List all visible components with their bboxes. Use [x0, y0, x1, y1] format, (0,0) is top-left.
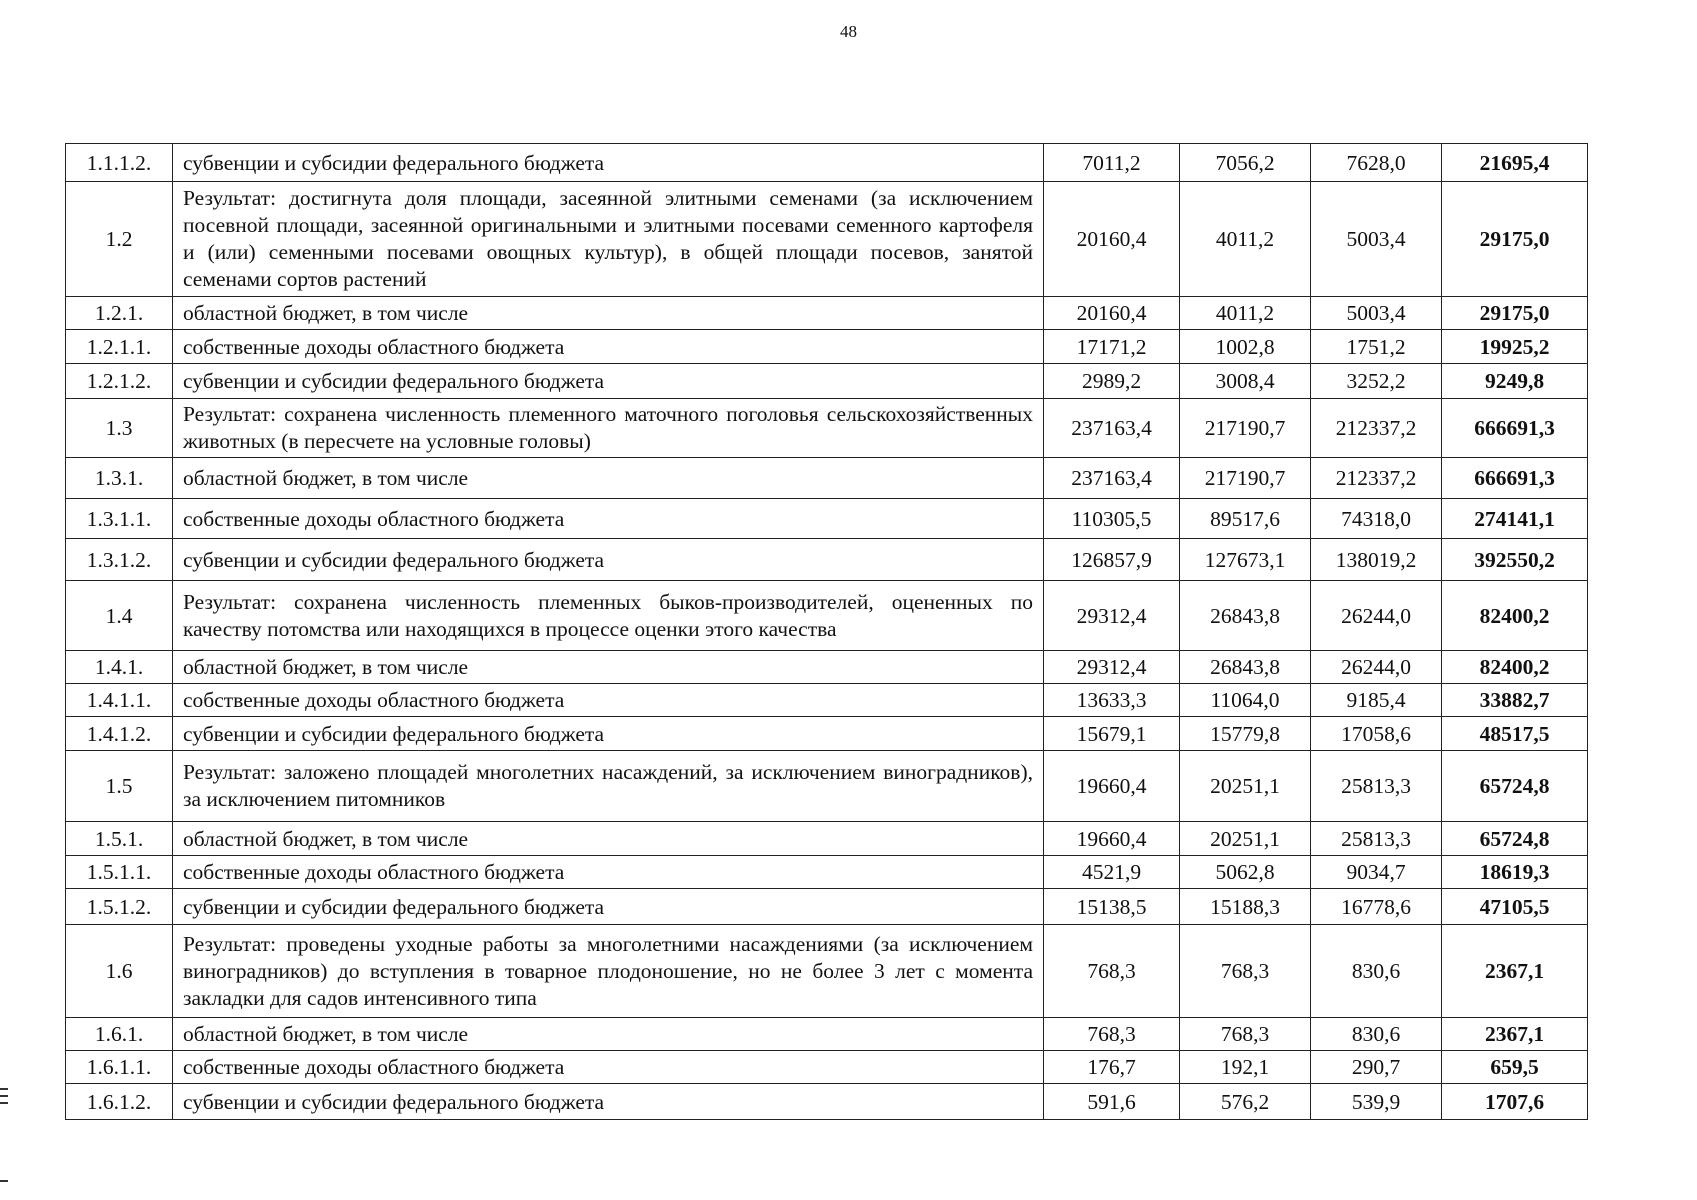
- row-value-3: 25813,3: [1311, 822, 1442, 856]
- row-value-3: 7628,0: [1311, 144, 1442, 182]
- row-value-1: 13633,3: [1044, 684, 1180, 717]
- row-total: 21695,4: [1442, 144, 1588, 182]
- row-total: 65724,8: [1442, 751, 1588, 822]
- row-value-3: 74318,0: [1311, 499, 1442, 539]
- row-value-3: 26244,0: [1311, 581, 1442, 651]
- row-description: Результат: сохранена численность племенных быков-производителей, оцененных по качеству потомства или находящихся в процессе оценки этого качества: [173, 581, 1044, 651]
- row-description: Результат: проведены уходные работы за многолетними насаждениями (за исключением виноградников) до вступления в товарное плодоношение, но не более 3 лет с момента закладки для садов интенсивного типа: [173, 925, 1044, 1018]
- row-code: 1.1.1.2.: [66, 144, 173, 182]
- row-value-3: 539,9: [1311, 1084, 1442, 1120]
- page-number: 48: [840, 22, 857, 41]
- row-code: 1.5.1.2.: [66, 889, 173, 925]
- table-row: [66, 1051, 1588, 1084]
- row-value-3: 9185,4: [1311, 684, 1442, 717]
- row-code: 1.3: [66, 399, 173, 458]
- table-row: [66, 297, 1588, 330]
- table-row: [66, 458, 1588, 499]
- row-total: 2367,1: [1442, 1018, 1588, 1051]
- row-value-3: 9034,7: [1311, 856, 1442, 889]
- row-total: 29175,0: [1442, 182, 1588, 297]
- row-value-2: 89517,6: [1180, 499, 1311, 539]
- row-total: 82400,2: [1442, 651, 1588, 684]
- row-code: 1.4.1.2.: [66, 717, 173, 751]
- budget-table: [65, 143, 1588, 1120]
- row-value-2: 20251,1: [1180, 822, 1311, 856]
- row-value-1: 768,3: [1044, 1018, 1180, 1051]
- row-value-2: 26843,8: [1180, 581, 1311, 651]
- row-total: 666691,3: [1442, 399, 1588, 458]
- row-value-3: 26244,0: [1311, 651, 1442, 684]
- margin-mark: [0, 1180, 8, 1182]
- row-total: 1707,6: [1442, 1084, 1588, 1120]
- row-total: 29175,0: [1442, 297, 1588, 330]
- row-code: 1.5.1.1.: [66, 856, 173, 889]
- row-value-3: 138019,2: [1311, 539, 1442, 581]
- row-code: 1.2.1.: [66, 297, 173, 330]
- table-row: [66, 856, 1588, 889]
- row-total: 659,5: [1442, 1051, 1588, 1084]
- row-value-2: 15188,3: [1180, 889, 1311, 925]
- row-total: 33882,7: [1442, 684, 1588, 717]
- row-value-3: 212337,2: [1311, 458, 1442, 499]
- row-value-2: 192,1: [1180, 1051, 1311, 1084]
- row-total: 9249,8: [1442, 364, 1588, 399]
- row-value-3: 16778,6: [1311, 889, 1442, 925]
- row-code: 1.5.1.: [66, 822, 173, 856]
- row-value-2: 217190,7: [1180, 458, 1311, 499]
- row-description: собственные доходы областного бюджета: [173, 330, 1044, 364]
- table-row: [66, 364, 1588, 399]
- row-description: собственные доходы областного бюджета: [173, 1051, 1044, 1084]
- row-description: собственные доходы областного бюджета: [173, 499, 1044, 539]
- row-value-2: 1002,8: [1180, 330, 1311, 364]
- row-total: 18619,3: [1442, 856, 1588, 889]
- row-code: 1.2: [66, 182, 173, 297]
- row-code: 1.2.1.1.: [66, 330, 173, 364]
- row-value-3: 3252,2: [1311, 364, 1442, 399]
- row-total: 392550,2: [1442, 539, 1588, 581]
- row-value-3: 290,7: [1311, 1051, 1442, 1084]
- row-value-2: 20251,1: [1180, 751, 1311, 822]
- row-value-1: 15679,1: [1044, 717, 1180, 751]
- margin-mark: [0, 1088, 8, 1090]
- table-row: [66, 330, 1588, 364]
- row-code: 1.4.1.: [66, 651, 173, 684]
- row-value-1: 20160,4: [1044, 182, 1180, 297]
- table-row: [66, 717, 1588, 751]
- row-value-1: 237163,4: [1044, 399, 1180, 458]
- row-code: 1.2.1.2.: [66, 364, 173, 399]
- row-description: областной бюджет, в том числе: [173, 822, 1044, 856]
- row-value-3: 17058,6: [1311, 717, 1442, 751]
- row-value-1: 29312,4: [1044, 651, 1180, 684]
- row-value-1: 17171,2: [1044, 330, 1180, 364]
- table-row: [66, 499, 1588, 539]
- row-description: областной бюджет, в том числе: [173, 651, 1044, 684]
- row-description: субвенции и субсидии федерального бюджета: [173, 1084, 1044, 1120]
- row-description: областной бюджет, в том числе: [173, 297, 1044, 330]
- row-value-2: 127673,1: [1180, 539, 1311, 581]
- margin-mark: [0, 1095, 8, 1097]
- row-description: Результат: достигнута доля площади, засеянной элитными семенами (за исключением посевной площади, засеянной оригинальными и элитными посевами семенного картофеля и (или) семенными посевами овощных культур), в общей площади посевов, занятой семенами сортов растений: [173, 182, 1044, 297]
- row-value-3: 25813,3: [1311, 751, 1442, 822]
- row-value-1: 110305,5: [1044, 499, 1180, 539]
- row-code: 1.4: [66, 581, 173, 651]
- row-code: 1.6: [66, 925, 173, 1018]
- row-total: 47105,5: [1442, 889, 1588, 925]
- row-value-2: 4011,2: [1180, 182, 1311, 297]
- margin-mark: [0, 1102, 8, 1104]
- row-description: субвенции и субсидии федерального бюджета: [173, 539, 1044, 581]
- row-value-3: 830,6: [1311, 1018, 1442, 1051]
- row-total: 274141,1: [1442, 499, 1588, 539]
- row-value-1: 176,7: [1044, 1051, 1180, 1084]
- row-value-1: 19660,4: [1044, 822, 1180, 856]
- table-row: [66, 751, 1588, 822]
- row-code: 1.3.1.: [66, 458, 173, 499]
- row-value-2: 217190,7: [1180, 399, 1311, 458]
- row-value-1: 768,3: [1044, 925, 1180, 1018]
- table-row: [66, 925, 1588, 1018]
- row-total: 2367,1: [1442, 925, 1588, 1018]
- row-value-2: 26843,8: [1180, 651, 1311, 684]
- row-value-1: 4521,9: [1044, 856, 1180, 889]
- row-value-2: 576,2: [1180, 1084, 1311, 1120]
- row-code: 1.6.1.1.: [66, 1051, 173, 1084]
- table-row: [66, 399, 1588, 458]
- row-description: Результат: сохранена численность племенного маточного поголовья сельскохозяйственных животных (в пересчете на условные головы): [173, 399, 1044, 458]
- row-value-2: 11064,0: [1180, 684, 1311, 717]
- row-value-1: 126857,9: [1044, 539, 1180, 581]
- row-value-2: 768,3: [1180, 1018, 1311, 1051]
- row-value-3: 212337,2: [1311, 399, 1442, 458]
- row-value-1: 15138,5: [1044, 889, 1180, 925]
- row-description: собственные доходы областного бюджета: [173, 856, 1044, 889]
- row-value-1: 20160,4: [1044, 297, 1180, 330]
- row-total: 48517,5: [1442, 717, 1588, 751]
- row-description: областной бюджет, в том числе: [173, 1018, 1044, 1051]
- row-value-3: 5003,4: [1311, 182, 1442, 297]
- table-row: [66, 539, 1588, 581]
- row-value-3: 830,6: [1311, 925, 1442, 1018]
- row-value-2: 7056,2: [1180, 144, 1311, 182]
- row-description: субвенции и субсидии федерального бюджета: [173, 717, 1044, 751]
- row-code: 1.6.1.2.: [66, 1084, 173, 1120]
- row-value-3: 1751,2: [1311, 330, 1442, 364]
- table-row: [66, 822, 1588, 856]
- row-value-2: 3008,4: [1180, 364, 1311, 399]
- row-code: 1.3.1.1.: [66, 499, 173, 539]
- row-value-1: 29312,4: [1044, 581, 1180, 651]
- row-value-1: 591,6: [1044, 1084, 1180, 1120]
- row-description: собственные доходы областного бюджета: [173, 684, 1044, 717]
- row-code: 1.4.1.1.: [66, 684, 173, 717]
- table-row: [66, 889, 1588, 925]
- row-code: 1.5: [66, 751, 173, 822]
- row-total: 666691,3: [1442, 458, 1588, 499]
- row-value-1: 7011,2: [1044, 144, 1180, 182]
- row-value-1: 19660,4: [1044, 751, 1180, 822]
- table-row: [66, 651, 1588, 684]
- table-row: [66, 581, 1588, 651]
- row-total: 19925,2: [1442, 330, 1588, 364]
- row-value-2: 5062,8: [1180, 856, 1311, 889]
- row-value-2: 768,3: [1180, 925, 1311, 1018]
- row-code: 1.3.1.2.: [66, 539, 173, 581]
- table-row: [66, 1018, 1588, 1051]
- table-row: [66, 144, 1588, 182]
- row-value-1: 2989,2: [1044, 364, 1180, 399]
- row-total: 65724,8: [1442, 822, 1588, 856]
- row-description: субвенции и субсидии федерального бюджета: [173, 364, 1044, 399]
- table-row: [66, 1084, 1588, 1120]
- row-description: Результат: заложено площадей многолетних насаждений, за исключением виноградников), за исключением питомников: [173, 751, 1044, 822]
- row-code: 1.6.1.: [66, 1018, 173, 1051]
- row-description: субвенции и субсидии федерального бюджета: [173, 889, 1044, 925]
- table-row: [66, 182, 1588, 297]
- row-description: областной бюджет, в том числе: [173, 458, 1044, 499]
- row-value-2: 15779,8: [1180, 717, 1311, 751]
- table-row: [66, 684, 1588, 717]
- row-value-2: 4011,2: [1180, 297, 1311, 330]
- row-value-1: 237163,4: [1044, 458, 1180, 499]
- row-total: 82400,2: [1442, 581, 1588, 651]
- row-description: субвенции и субсидии федерального бюджета: [173, 144, 1044, 182]
- row-value-3: 5003,4: [1311, 297, 1442, 330]
